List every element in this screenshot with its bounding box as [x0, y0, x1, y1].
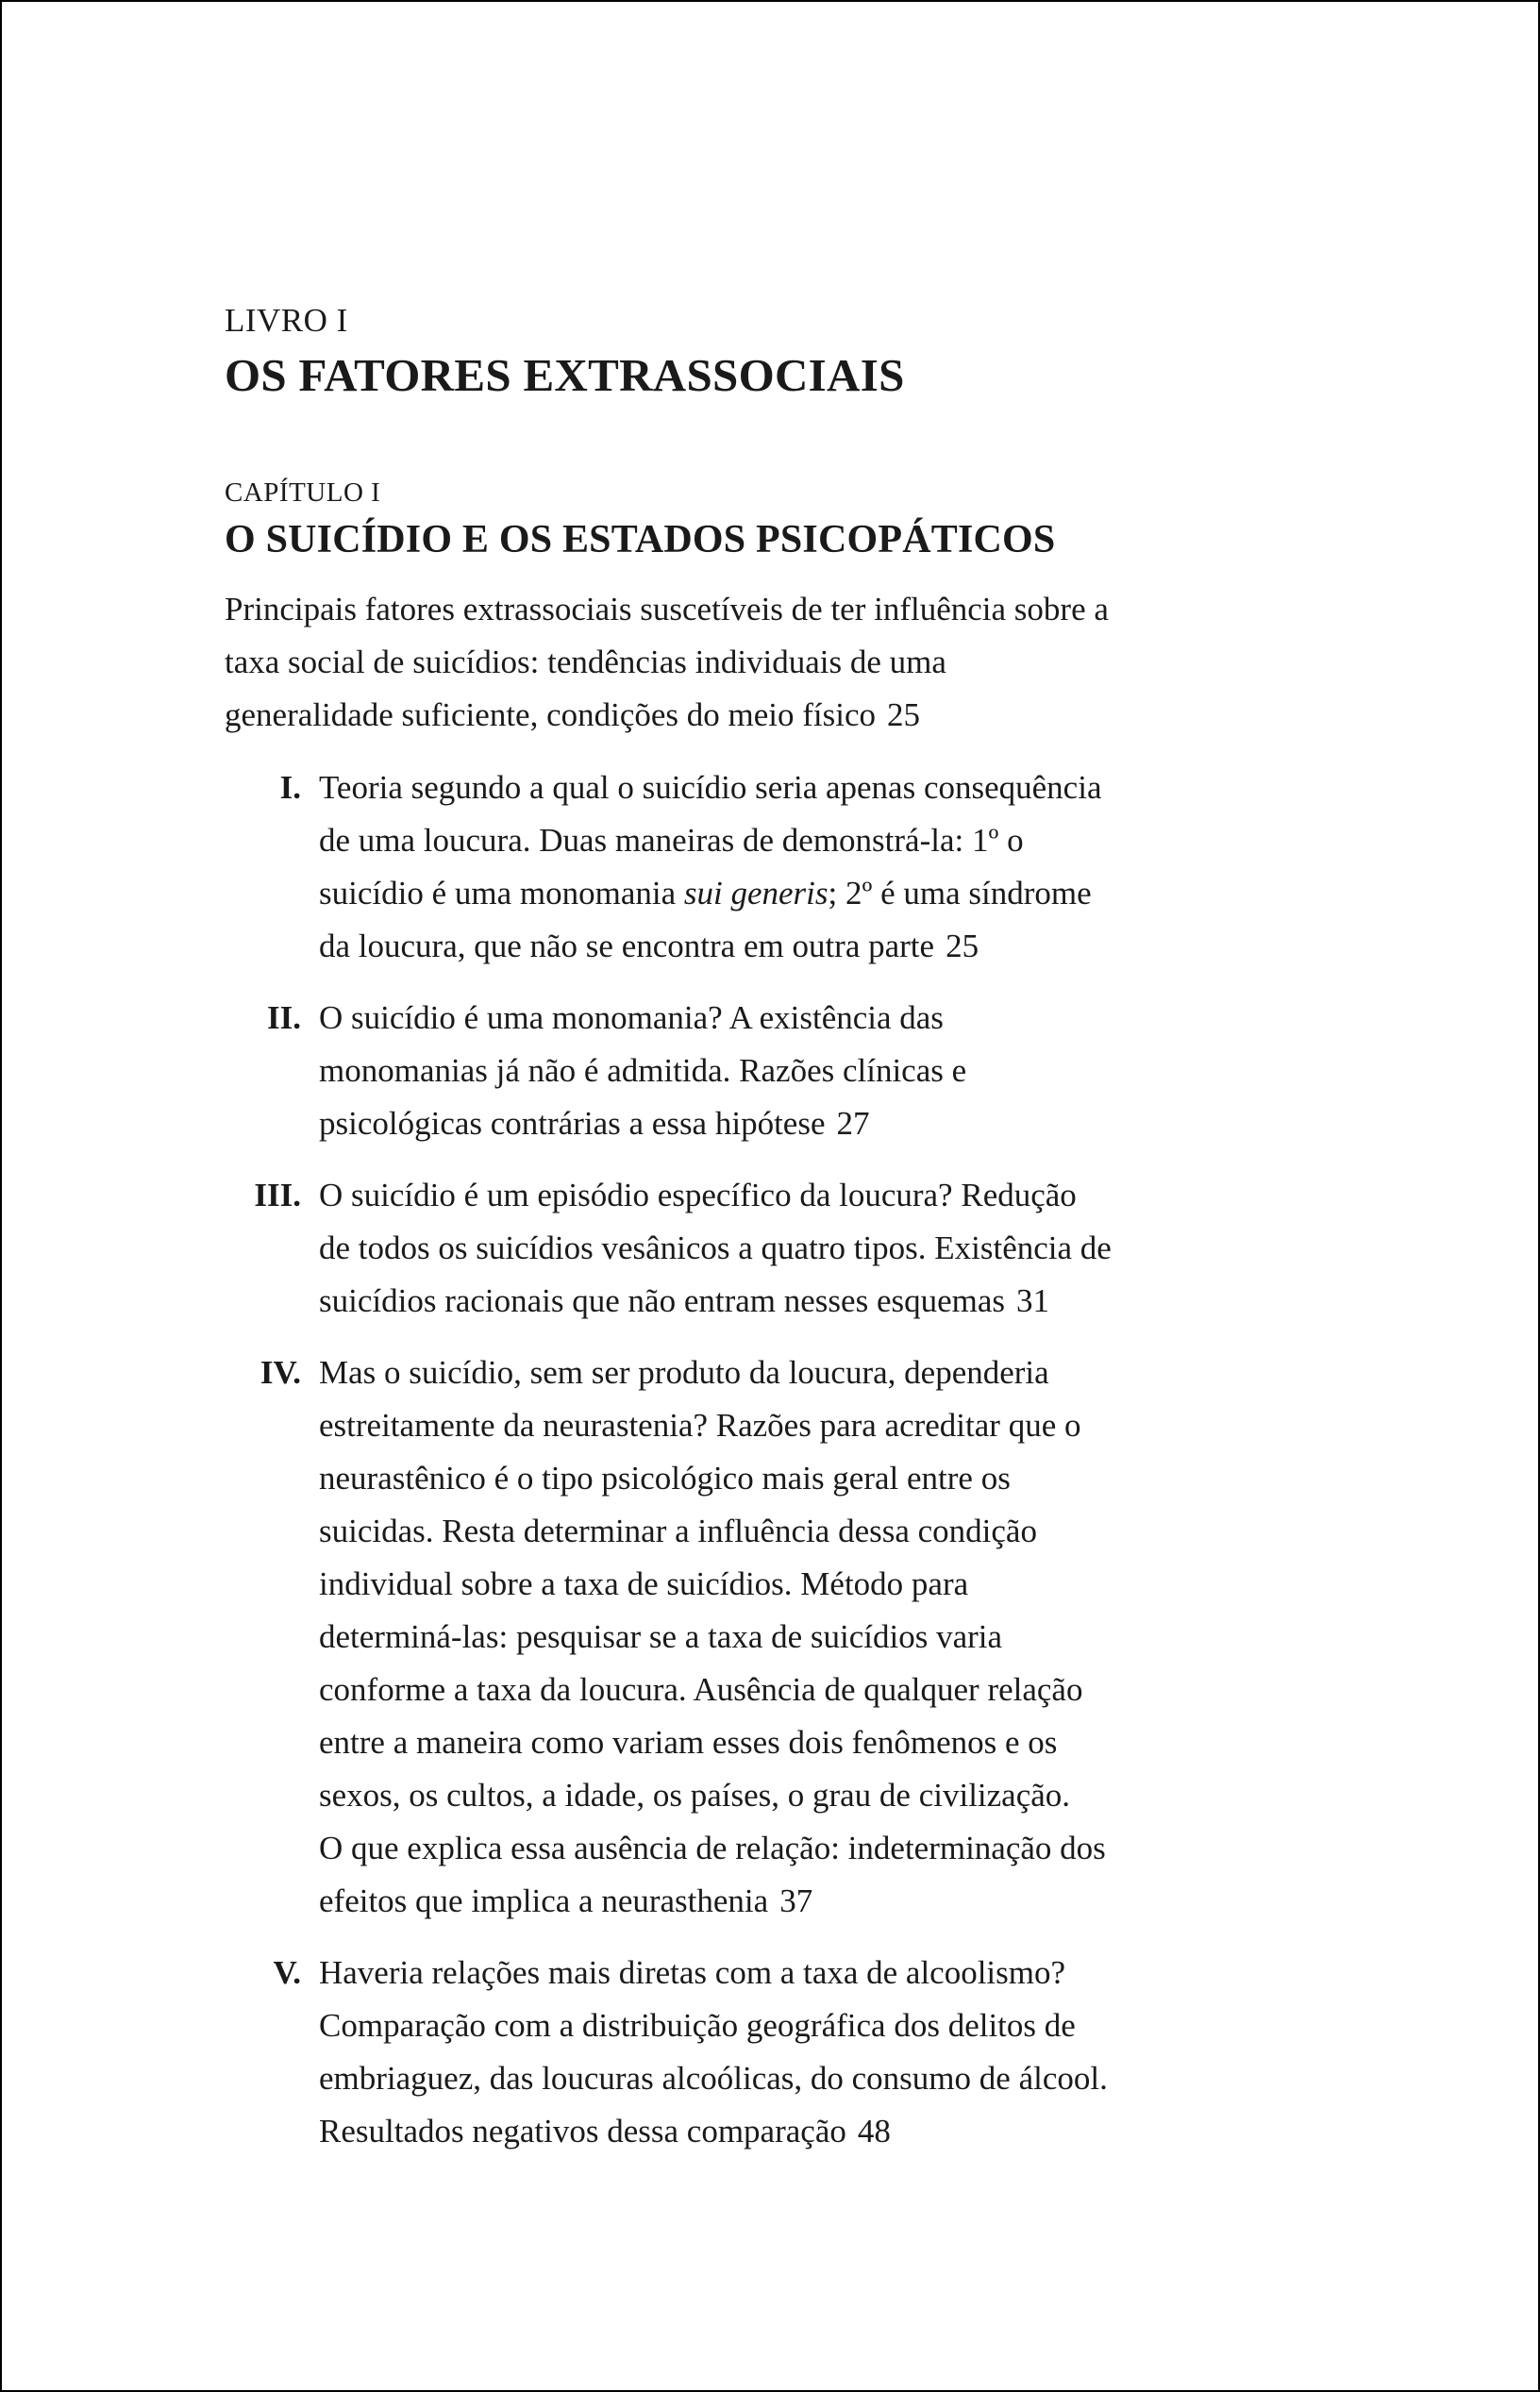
summary-line-text: generalidade suficiente, condições do meio físico	[225, 696, 877, 733]
section-line: Mas o suicídio, sem ser produto da loucura, dependeria	[319, 1354, 1049, 1391]
section-line: embriaguez, das loucuras alcoólicas, do consumo de álcool.	[319, 2060, 1108, 2097]
section-numeral: II.	[267, 999, 301, 1036]
section-line: de todos os suicídios vesânicos a quatro tipos. Existência de	[319, 1229, 1112, 1266]
summary-line-last	[225, 689, 1109, 742]
section-line: determiná-las: pesquisar se a taxa de suicídios varia	[319, 1618, 1003, 1655]
page-number: 31	[1016, 1282, 1050, 1319]
section-line: O suicídio é um episódio específico da loucura? Redução	[319, 1177, 1077, 1213]
section-line: neurastênico é o tipo psicológico mais geral entre os	[319, 1460, 1011, 1497]
book-label: LIVRO I	[225, 302, 348, 339]
page-number: 48	[857, 2113, 891, 2149]
section-numeral: III.	[254, 1177, 301, 1213]
page-number: 37	[779, 1882, 813, 1919]
summary-line: taxa social de suicídios: tendências individuais de uma	[225, 644, 946, 680]
section-line: suicidas. Resta determinar a influência dessa condição	[319, 1513, 1037, 1549]
section-line	[319, 1275, 1310, 1328]
book-title: OS FATORES EXTRASSOCIAIS	[225, 349, 905, 401]
section-numeral: V.	[273, 1954, 301, 1991]
section-line-text: psicológicas contrárias a essa hipótese	[319, 1105, 826, 1142]
section-text	[319, 992, 1310, 1150]
section-line: monomanias já não é admitida. Razões clínicas e	[319, 1052, 967, 1089]
section-item-v	[225, 1947, 1310, 2158]
section-line-text: Resultados negativos dessa comparação	[319, 2113, 846, 2149]
section-line: estreitamente da neurastenia? Razões para acreditar que o	[319, 1407, 1081, 1444]
section-item-ii	[225, 992, 1310, 1150]
section-numeral: IV.	[259, 1354, 301, 1391]
section-item-iii	[225, 1169, 1310, 1328]
section-line	[319, 2105, 1310, 2158]
section-line: O que explica essa ausência de relação: indeterminação dos	[319, 1830, 1106, 1866]
section-line	[319, 920, 1310, 973]
page-number: 25	[946, 928, 979, 964]
section-line: sexos, os cultos, a idade, os países, o grau de civilização.	[319, 1777, 1071, 1814]
section-line: O suicídio é uma monomania? A existência das	[319, 999, 944, 1036]
section-text	[319, 1169, 1310, 1328]
section-line: Haveria relações mais diretas com a taxa de alcoolismo?	[319, 1954, 1066, 1991]
chapter-label: CAPÍTULO I	[225, 477, 381, 508]
section-text	[319, 1347, 1310, 1928]
section-line-text: suicídio é uma monomania	[319, 875, 677, 912]
section-line: entre a maneira como variam esses dois fenômenos e os	[319, 1724, 1058, 1761]
section-line	[319, 1875, 1310, 1928]
page-number: 25	[887, 696, 921, 733]
section-line: Comparação com a distribuição geográfica dos delitos de	[319, 2007, 1076, 2044]
section-item-i	[225, 761, 1310, 973]
page-number: 27	[836, 1105, 870, 1142]
section-line: conforme a taxa da loucura. Ausência de qualquer relação	[319, 1671, 1083, 1708]
section-line-text: efeitos que implica a neurasthenia	[319, 1882, 769, 1919]
section-line: de uma loucura. Duas maneiras de demonstrá-la: 1º o	[319, 822, 1024, 859]
section-text	[319, 761, 1310, 973]
section-line	[319, 867, 1310, 920]
section-line-text: da loucura, que não se encontra em outra parte	[319, 928, 935, 964]
section-list	[225, 761, 1310, 2177]
section-item-iv	[225, 1347, 1310, 1928]
section-line: Teoria segundo a qual o suicídio seria apenas consequência	[319, 769, 1102, 806]
chapter-title: O SUICÍDIO E OS ESTADOS PSICOPÁTICOS	[225, 518, 1056, 561]
summary-line: Principais fatores extrassociais suscetíveis de ter influência sobre a	[225, 591, 1109, 627]
section-numeral: I.	[279, 769, 301, 806]
section-line-tail: ; 2º é uma síndrome	[828, 875, 1092, 912]
section-line-text: suicídios racionais que não entram nesses esquemas	[319, 1282, 1006, 1319]
italic-phrase: sui generis	[683, 875, 829, 912]
section-line: individual sobre a taxa de suicídios. Método para	[319, 1565, 969, 1602]
chapter-summary	[225, 583, 1109, 742]
section-line	[319, 1097, 1310, 1150]
section-text	[319, 1947, 1310, 2158]
